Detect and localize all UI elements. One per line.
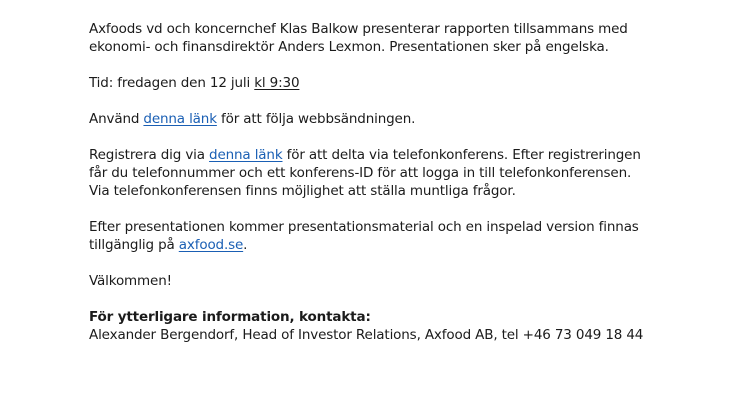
intro-paragraph [89,20,628,56]
register-line-3: Via telefonkonferensen finns möjlighet att ställa muntliga frågor. [89,183,516,199]
axfood-link[interactable]: axfood.se [178,237,244,253]
webcast-suffix: för att följa webbsändningen. [216,111,416,127]
after-prefix: tillgänglig på [89,237,179,253]
after-paragraph [89,218,639,254]
intro-line-1: Axfoods vd och koncernchef Klas Balkow presenterar rapporten tillsammans med [89,21,628,37]
webcast-paragraph [89,110,415,128]
contact-details: Alexander Bergendorf, Head of Investor Relations, Axfood AB, tel +46 73 049 18 44 [89,327,644,343]
register-link[interactable]: denna länk [209,147,283,163]
time-prefix: Tid: fredagen den 12 juli [89,75,255,91]
register-line-1 [89,146,641,164]
register-line-2: får du telefonnummer och ett konferens-ID för att logga in till telefonkonferensen. [89,165,632,181]
contact-paragraph [89,308,643,344]
time-value: kl 9:30 [254,75,300,91]
after-suffix: . [243,237,248,253]
webcast-link[interactable]: denna länk [143,111,217,127]
register-paragraph [89,146,641,200]
after-line-1: Efter presentationen kommer presentationsmaterial och en inspelad version finnas [89,219,639,235]
welcome-text: Välkommen! [89,273,172,289]
register-suffix: för att delta via telefonkonferens. Efter registreringen [282,147,641,163]
contact-heading: För ytterligare information, kontakta: [89,309,371,325]
time-paragraph [89,74,299,92]
intro-line-2: ekonomi- och finansdirektör Anders Lexmon. Presentationen sker på engelska. [89,39,609,55]
after-line-2 [89,236,639,254]
register-prefix: Registrera dig via [89,147,210,163]
webcast-prefix: Använd [89,111,144,127]
